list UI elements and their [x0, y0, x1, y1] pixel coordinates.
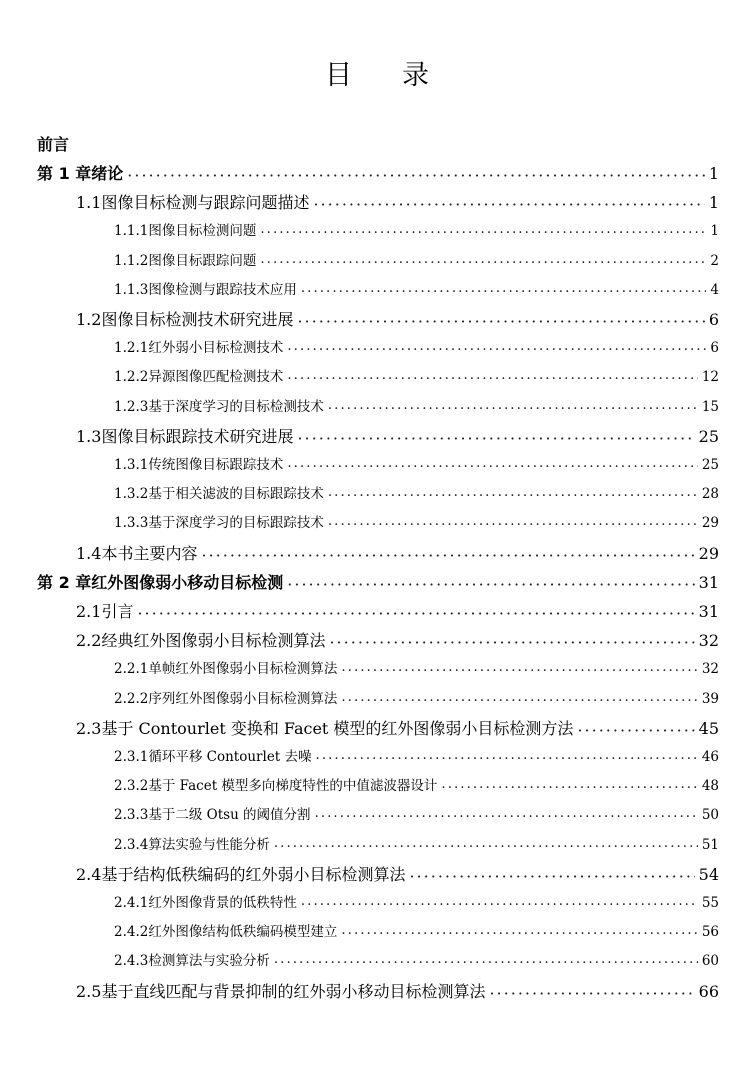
toc-entry-number: 2.2.2: [114, 690, 149, 707]
toc-entry[interactable]: [114, 453, 719, 473]
dot-leader: [313, 195, 704, 214]
toc-entry[interactable]: [76, 190, 719, 213]
toc-entry-title: 红外图像背景的低秩特性: [148, 895, 297, 911]
toc-entry-number: 1.3.3: [114, 515, 149, 532]
dot-leader: [577, 721, 694, 740]
toc-entry[interactable]: [76, 628, 719, 651]
toc-entry-number: 1.3.1: [114, 457, 149, 473]
toc-entry-title: 图像检测与跟踪技术应用: [148, 281, 297, 298]
toc-entry[interactable]: [114, 511, 719, 531]
toc-entry-title: 红外图像结构低秩编码模型建立: [148, 924, 338, 941]
toc-entry-title: 图像目标检测与跟踪问题描述: [101, 193, 310, 213]
toc-entry-title: 基于直线匹配与背景抑制的红外弱小移动目标检测算法: [101, 981, 486, 1001]
toc-entry-number: 2.3.4: [114, 836, 149, 853]
dot-leader: [329, 633, 694, 652]
toc-entry-title: 基于 Contourlet 变换和 Facet 模型的红外图像弱小目标检测方法: [101, 718, 574, 738]
toc-entry-title: 图像目标检测技术研究进展: [101, 310, 294, 329]
toc-entry-page: 66: [698, 981, 719, 1001]
toc-entry-page: 25: [698, 426, 719, 446]
dot-leader: [274, 839, 698, 855]
toc-entry-number: 1.4: [76, 543, 102, 563]
toc-entry[interactable]: [114, 219, 719, 239]
toc-entry[interactable]: [114, 687, 719, 707]
toc-entry[interactable]: [37, 570, 719, 593]
toc-entry[interactable]: [114, 365, 719, 385]
toc-entry-page: 1: [710, 223, 719, 240]
toc-entry-page: 25: [701, 457, 719, 473]
toc-entry[interactable]: [114, 803, 719, 823]
toc-entry-title: 基于结构低秩编码的红外弱小目标检测算法: [101, 864, 406, 884]
toc-entry-title: 本书主要内容: [101, 543, 198, 563]
dot-leader: [301, 284, 707, 300]
toc-preface[interactable]: [37, 132, 719, 155]
toc-entry-title: 图像目标检测问题: [148, 223, 257, 240]
toc-entry-number: 2.4: [76, 864, 102, 884]
toc-entry-number: 1.1.3: [114, 281, 149, 298]
dot-leader: [274, 955, 698, 971]
dot-leader: [301, 897, 698, 913]
toc-entry-page: 46: [701, 749, 719, 765]
toc-entry[interactable]: [76, 541, 719, 564]
dot-leader: [127, 166, 705, 185]
toc-entry-page: 45: [698, 718, 719, 738]
toc-entry-page: 29: [701, 515, 719, 532]
dot-leader: [316, 751, 698, 767]
toc-entry-title: 检测算法与实验分析: [148, 953, 270, 970]
toc-entry-page: 54: [698, 864, 719, 884]
dot-leader: [328, 401, 698, 417]
toc-entry-page: 32: [701, 661, 719, 678]
dot-leader: [287, 371, 697, 387]
toc-entry-number: 2.2.1: [114, 661, 149, 678]
toc-entry[interactable]: [114, 395, 719, 415]
toc-entry-page: 56: [701, 924, 719, 941]
toc-entry-number: 1.3: [76, 426, 102, 446]
dot-leader: [297, 312, 704, 331]
toc-entry-title: 红外弱小目标检测技术: [148, 340, 284, 357]
toc-entry-title: 图像目标跟踪技术研究进展: [101, 426, 294, 446]
toc-entry-number: 2.3.3: [114, 807, 149, 824]
toc-entry[interactable]: [76, 599, 719, 622]
toc-entry-page: 1: [708, 193, 719, 213]
toc-entry[interactable]: [114, 920, 719, 940]
toc-entry-title: 红外图像弱小移动目标检测: [91, 572, 284, 592]
preface-label: 前言: [37, 135, 70, 154]
toc-entry-number: 2.2: [76, 631, 102, 651]
toc-entry-page: 2: [710, 252, 719, 269]
toc-entry-number: 2.4.1: [114, 895, 149, 911]
dot-leader: [287, 575, 694, 594]
toc-entry-number: 2.3.1: [114, 749, 149, 765]
toc-entry-title: 绪论: [91, 164, 124, 183]
toc-entry-title: 算法实验与性能分析: [148, 836, 270, 853]
toc-entry-page: 6: [708, 310, 719, 329]
toc-entry[interactable]: [76, 862, 719, 885]
toc-entry-number: 2.4.3: [114, 953, 149, 970]
toc-entry-title: 单帧红外图像弱小目标检测算法: [148, 661, 338, 678]
toc-entry-number: 2.1: [76, 602, 102, 621]
toc-entry-page: 39: [701, 690, 719, 707]
toc-entry[interactable]: [114, 833, 719, 853]
toc-entry[interactable]: [114, 249, 719, 269]
toc-entry-title: 图像目标跟踪问题: [148, 252, 257, 269]
dot-leader: [260, 225, 706, 241]
dot-leader: [137, 604, 694, 623]
dot-leader: [287, 342, 706, 358]
toc-entry-page: 12: [701, 369, 719, 386]
toc-entry[interactable]: [114, 482, 719, 502]
dot-leader: [201, 546, 694, 565]
toc-entry-number: 2.4.2: [114, 924, 149, 941]
toc-entry-number: 2.3.2: [114, 778, 149, 795]
dot-leader: [328, 517, 698, 533]
toc-entry-page: 15: [701, 398, 719, 415]
toc-entry-title: 引言: [101, 602, 134, 621]
title-char-2: 录: [402, 60, 429, 91]
toc-entry[interactable]: [114, 774, 719, 794]
toc-entry-number: 第 2 章: [37, 572, 92, 592]
toc-entry[interactable]: [76, 716, 719, 739]
toc-entry-title: 传统图像目标跟踪技术: [148, 457, 284, 473]
toc-entry[interactable]: [76, 307, 719, 330]
toc-entry-page: 6: [710, 340, 719, 357]
toc-entry[interactable]: [114, 745, 719, 765]
toc-entry[interactable]: [37, 161, 719, 184]
toc-entry-title: 基于深度学习的目标检测技术: [148, 398, 324, 415]
toc-entry-page: 31: [698, 572, 719, 592]
toc-entry-page: 50: [701, 807, 719, 824]
toc-entry-number: 2.5: [76, 981, 102, 1001]
toc-entry-number: 1.2.2: [114, 369, 149, 386]
dot-leader: [297, 429, 694, 448]
toc-entry-page: 29: [698, 543, 719, 563]
toc-entry-page: 1: [708, 164, 719, 183]
toc-entry-number: 2.3: [76, 718, 102, 738]
toc-entry-page: 51: [701, 836, 719, 853]
dot-leader: [341, 663, 697, 679]
toc-entry-title: 基于深度学习的目标跟踪技术: [148, 515, 324, 532]
toc-entry-number: 1.2: [76, 310, 102, 329]
toc-entry-page: 31: [698, 602, 719, 621]
toc-entry[interactable]: [76, 979, 719, 1002]
title-char-1: 目: [325, 60, 352, 91]
toc-entry-number: 第 1 章: [37, 164, 92, 183]
toc-entry-title: 序列红外图像弱小目标检测算法: [148, 690, 338, 707]
dot-leader: [341, 693, 697, 709]
toc-entry-number: 1.1: [76, 193, 102, 213]
toc-entry-title: 基于二级 Otsu 的阈值分割: [148, 807, 311, 824]
page-title: [0, 56, 754, 96]
dot-leader: [441, 780, 697, 796]
dot-leader: [409, 867, 694, 886]
toc-entry[interactable]: [114, 278, 719, 298]
toc-entry[interactable]: [114, 657, 719, 677]
toc-entry-number: 1.2.1: [114, 340, 149, 357]
toc-entry-page: 60: [701, 953, 719, 970]
dot-leader: [341, 926, 697, 942]
toc-entry-title: 基于相关滤波的目标跟踪技术: [148, 486, 324, 503]
toc-entry-number: 1.1.1: [114, 223, 149, 240]
toc-entry[interactable]: [76, 424, 719, 447]
toc-entry-number: 1.2.3: [114, 398, 149, 415]
toc-entry[interactable]: [114, 949, 719, 969]
toc-entry-page: 4: [710, 281, 719, 298]
toc-entry-title: 异源图像匹配检测技术: [148, 369, 284, 386]
toc-entry-page: 55: [701, 895, 719, 911]
toc-entry-page: 48: [701, 778, 719, 795]
dot-leader: [260, 255, 706, 271]
toc-entry-title: 循环平移 Contourlet 去噪: [148, 749, 312, 765]
toc-entry[interactable]: [114, 891, 719, 911]
dot-leader: [328, 488, 698, 504]
toc-entry-number: 1.3.2: [114, 486, 149, 503]
toc-entry[interactable]: [114, 336, 719, 356]
toc-entry-title: 基于 Facet 模型多向梯度特性的中值滤波器设计: [148, 778, 438, 795]
toc-entry-page: 32: [698, 631, 719, 651]
toc-entry-title: 经典红外图像弱小目标检测算法: [101, 631, 326, 651]
dot-leader: [287, 459, 697, 475]
toc-entry-number: 1.1.2: [114, 252, 149, 269]
dot-leader: [489, 984, 694, 1003]
toc-entry-page: 28: [701, 486, 719, 503]
dot-leader: [315, 809, 698, 825]
